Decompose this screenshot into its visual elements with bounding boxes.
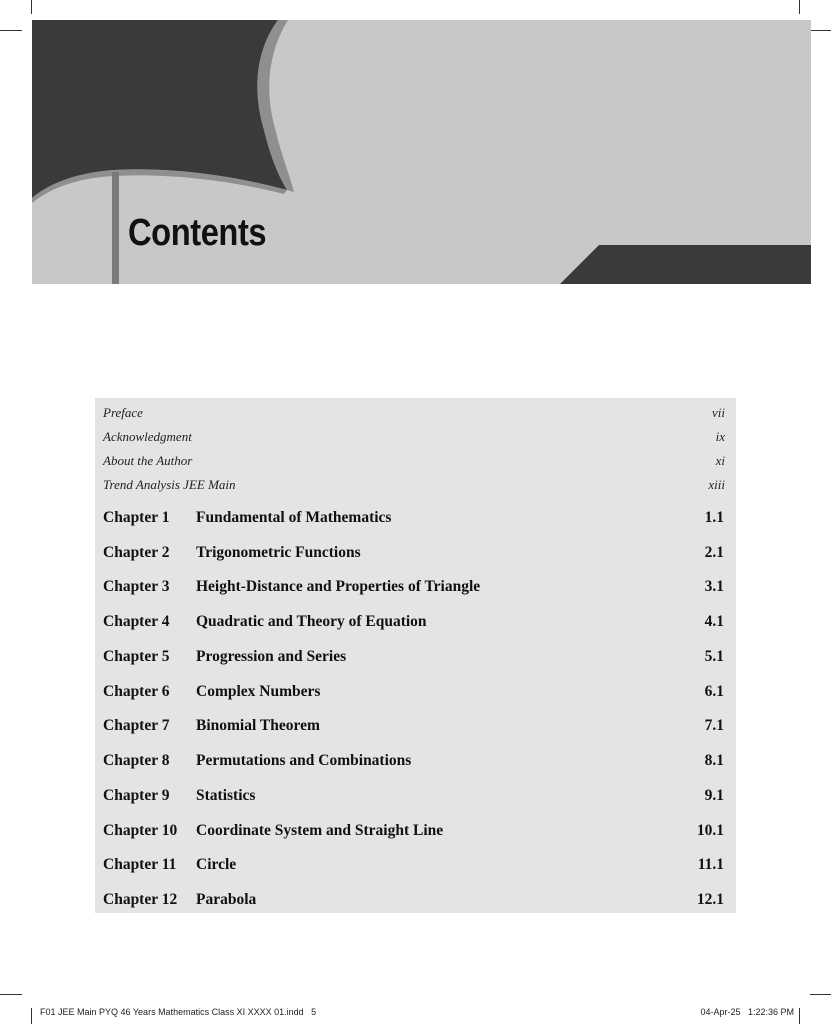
toc-front-page: xiii: [708, 477, 725, 492]
toc-chapter-row[interactable]: [103, 648, 724, 672]
crop-mark: [0, 30, 22, 31]
toc-chapter-row[interactable]: [103, 856, 724, 880]
title-accent-bar: [112, 172, 119, 284]
toc-chapter-row[interactable]: [103, 822, 724, 846]
chapter-title: Progression and Series: [196, 648, 347, 665]
chapter-page: 8.1: [704, 752, 724, 769]
toc-chapter-row[interactable]: [103, 613, 724, 637]
toc-front-label: Acknowledgment: [103, 429, 192, 444]
chapter-title: Circle: [196, 856, 237, 873]
chapter-page: 2.1: [704, 544, 724, 561]
chapter-title: Height-Distance and Properties of Triangle: [196, 578, 481, 595]
crop-mark: [0, 994, 22, 995]
chapter-title: Permutations and Combinations: [196, 752, 412, 769]
crop-mark: [31, 1008, 32, 1024]
chapter-number: Chapter 12: [103, 891, 178, 908]
chapter-number: Chapter 2: [103, 544, 170, 561]
chapter-number: Chapter 1: [103, 509, 170, 526]
page-title: Contents: [128, 212, 267, 254]
toc-chapter-row[interactable]: [103, 787, 724, 811]
toc-front-page: ix: [715, 429, 725, 444]
crop-mark: [31, 0, 32, 14]
toc-front-row[interactable]: [103, 477, 725, 497]
chapter-page: 1.1: [704, 509, 724, 526]
chapter-page: 9.1: [704, 787, 724, 804]
chapter-number: Chapter 10: [103, 822, 178, 839]
chapter-number: Chapter 8: [103, 752, 170, 769]
toc-chapter-row[interactable]: [103, 891, 724, 915]
crop-mark: [799, 0, 800, 14]
chapter-page: 7.1: [704, 717, 724, 734]
chapter-number: Chapter 6: [103, 683, 170, 700]
toc-chapter-row[interactable]: [103, 544, 724, 568]
chapter-title: Binomial Theorem: [196, 717, 320, 734]
toc-chapter-row[interactable]: [103, 752, 724, 776]
chapter-page: 10.1: [696, 822, 724, 839]
chapter-title: Parabola: [196, 891, 257, 908]
toc-chapter-row[interactable]: [103, 717, 724, 741]
chapter-page: 6.1: [704, 683, 724, 700]
chapter-title: Quadratic and Theory of Equation: [196, 613, 427, 630]
chapter-page: 12.1: [696, 891, 724, 908]
chapter-title: Fundamental of Mathematics: [196, 509, 392, 526]
chapter-number: Chapter 9: [103, 787, 170, 804]
toc-chapter-row[interactable]: [103, 578, 724, 602]
chapter-title: Statistics: [196, 787, 256, 804]
toc-chapter-row[interactable]: [103, 683, 724, 707]
chapter-page: 4.1: [704, 613, 724, 630]
chapter-title: Complex Numbers: [196, 683, 321, 700]
chapter-page: 3.1: [704, 578, 724, 595]
chapter-title: Coordinate System and Straight Line: [196, 822, 444, 839]
chapter-title: Trigonometric Functions: [196, 544, 361, 561]
toc-front-row[interactable]: [103, 405, 725, 425]
crop-mark: [810, 994, 831, 995]
toc-chapter-row[interactable]: [103, 509, 724, 533]
toc-front-page: xi: [715, 453, 725, 468]
chapter-number: Chapter 3: [103, 578, 170, 595]
toc-front-row[interactable]: [103, 453, 725, 473]
chapter-number: Chapter 5: [103, 648, 170, 665]
toc-front-label: Preface: [103, 405, 143, 420]
chapter-page: 5.1: [704, 648, 724, 665]
toc-front-row[interactable]: [103, 429, 725, 449]
chapter-number: Chapter 4: [103, 613, 170, 630]
toc-front-label: About the Author: [103, 453, 193, 468]
chapter-number: Chapter 7: [103, 717, 170, 734]
footer-timestamp: 04-Apr-25 1:22:36 PM: [700, 1007, 794, 1017]
toc-front-page: vii: [712, 405, 725, 420]
toc-front-label: Trend Analysis JEE Main: [103, 477, 236, 492]
chapter-page: 11.1: [697, 856, 724, 873]
crop-mark: [799, 1008, 800, 1024]
footer-file-name: F01 JEE Main PYQ 46 Years Mathematics Class XI XXXX 01.indd 5: [40, 1007, 317, 1017]
chapter-number: Chapter 11: [103, 856, 177, 873]
crop-mark: [810, 30, 831, 31]
